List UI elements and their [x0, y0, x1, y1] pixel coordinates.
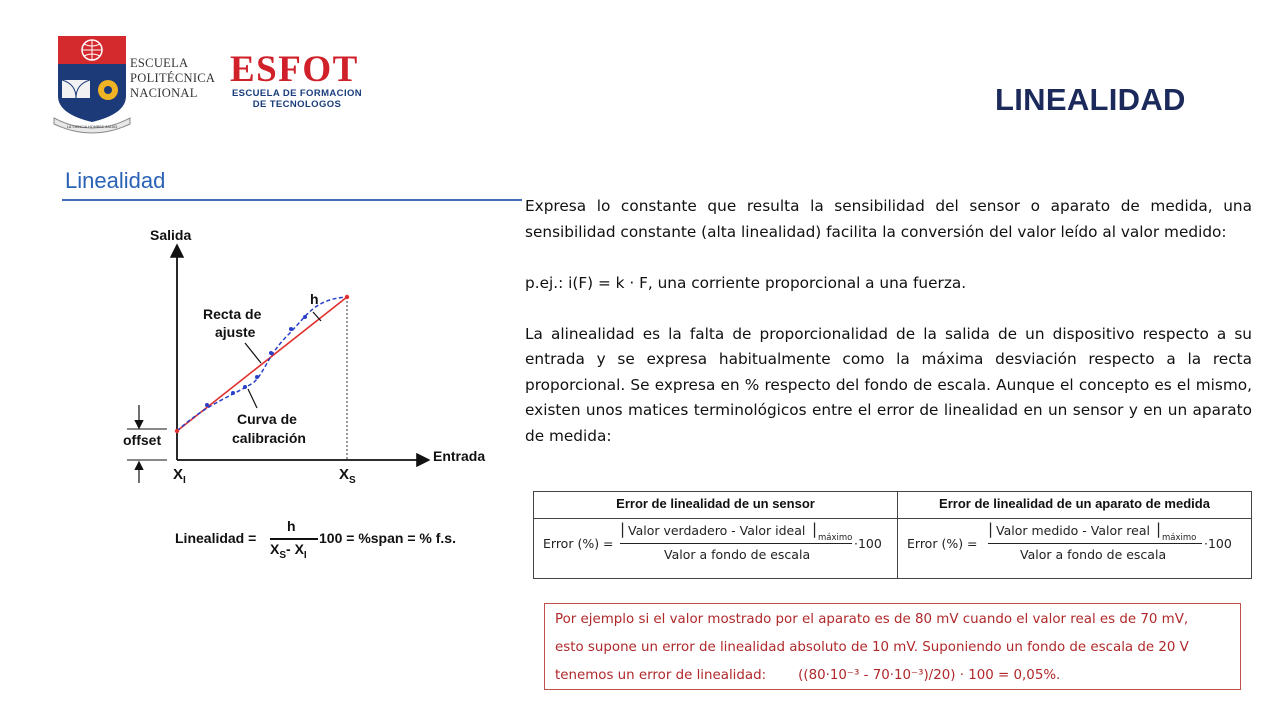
instrument-eq-denominator: Valor a fondo de escala: [1020, 547, 1167, 562]
example-line-1: Por ejemplo si el valor mostrado por el aparato es de 80 mV cuando el valor real es de 70 mV,: [555, 612, 1189, 627]
body-text: [525, 194, 1252, 449]
sensor-abs-left: |: [620, 520, 626, 538]
formula-numerator: h: [287, 518, 296, 534]
error-table: [533, 491, 1252, 579]
formula-rhs: 100 = %span = % f.s.: [319, 530, 456, 546]
linearity-formula: [175, 516, 505, 564]
h-label: h: [310, 291, 319, 307]
institution-name: [130, 56, 215, 101]
table-col-instrument: [898, 492, 1251, 578]
xi-label: $X_I$: [173, 466, 186, 486]
esfot-subtitle-line-2: DE TECNOLOGOS: [252, 98, 342, 110]
instrument-eq-factor: ·100: [1204, 536, 1232, 551]
esfot-subtitle-line-1: ESCUELA DE FORMACION: [231, 88, 363, 99]
table-cell-sensor: [534, 518, 897, 578]
instrument-fraction-bar: [988, 543, 1202, 544]
formula-denominator: $X_S-$ $X_I$: [270, 541, 307, 561]
sensor-eq-subscript: máximo: [818, 533, 853, 543]
y-axis-label: Salida: [150, 227, 192, 243]
fit-line-pointer: [245, 343, 261, 363]
paragraph-definition: Expresa lo constante que resulta la sensibilidad del sensor o aparato de medida, una sensibilidad constante (alta linealidad) facilita la conversión del valor leído al valor medido:: [525, 197, 1252, 241]
table-header-instrument: Error de linealidad de un aparato de medida: [898, 492, 1251, 519]
paragraph-example: p.ej.: i(F) = k · F, una corriente proporcional a una fuerza.: [525, 273, 967, 292]
example-line-3: [555, 662, 1230, 690]
logo-motto: LA CIENCIA HOMBRE SALUD: [66, 125, 118, 129]
instrument-abs-left: |: [988, 520, 994, 538]
example-line-3-text: tenemos un error de linealidad:: [555, 668, 767, 683]
institution-line-2: POLITÉCNICA: [130, 71, 216, 85]
sensor-eq-factor: ·100: [854, 536, 882, 551]
offset-point: [175, 429, 179, 433]
example-box: [544, 603, 1241, 690]
sensor-eq-numerator: Valor verdadero - Valor ideal: [628, 523, 806, 538]
figure-heading: Linealidad: [65, 168, 166, 193]
instrument-abs-right: |: [1156, 520, 1162, 538]
instrument-eq-subscript: máximo: [1162, 533, 1197, 543]
linearity-diagram: [115, 215, 510, 490]
sensor-fraction-bar: [620, 543, 852, 544]
table-cell-instrument: [898, 518, 1251, 578]
curve-label-1: Curva de: [237, 411, 297, 427]
institution-line-1: ESCUELA: [130, 56, 189, 70]
formula-fraction-bar: [270, 538, 318, 540]
fit-line-label-1: Recta de: [203, 306, 262, 322]
slide-title: LINEALIDAD: [995, 82, 1186, 117]
figure-heading-rule: [62, 199, 522, 201]
instrument-eq-numerator: Valor medido - Valor real: [996, 523, 1150, 538]
offset-label: offset: [123, 432, 162, 448]
x-axis-label: Entrada: [433, 448, 486, 464]
end-point: [345, 295, 349, 299]
formula-lhs: Linealidad =: [175, 530, 257, 546]
table-col-sensor: [534, 492, 898, 578]
curve-pointer: [248, 389, 257, 408]
paragraph-nonlinearity: La alinealidad es la falta de proporcionalidad de la salida de un dispositivo respecto a su entrada y se expresa habitualmente como la máxima desviación respecto a la recta proporcional. Se expresa en % respecto del fondo de escala. Aunque el concepto es el mismo, existen unos matices terminológicos entre el error de linealidad en un sensor y en un aparato de medida:: [525, 324, 1252, 445]
xs-label: $X_S$: [339, 466, 356, 486]
epn-logo: [50, 34, 134, 134]
example-line-2: esto supone un error de linealidad absoluto de 10 mV. Suponiendo un fondo de escala de 20 V: [555, 640, 1189, 655]
sensor-eq-denominator: Valor a fondo de escala: [664, 547, 811, 562]
institution-line-3: NACIONAL: [130, 86, 198, 100]
instrument-eq-lhs: Error (%) =: [907, 536, 978, 551]
esfot-logo-title: ESFOT: [230, 49, 359, 90]
sensor-abs-right: |: [812, 520, 818, 538]
esfot-logo-subtitle: [230, 89, 364, 110]
fit-line-label-2: ajuste: [215, 324, 256, 340]
curve-label-2: calibración: [232, 430, 306, 446]
sensor-eq-lhs: Error (%) =: [543, 536, 614, 551]
table-header-sensor: Error de linealidad de un sensor: [534, 492, 897, 519]
example-calculation: ((80·10⁻³ - 70·10⁻³)/20) · 100 = 0,05%.: [798, 668, 1061, 683]
